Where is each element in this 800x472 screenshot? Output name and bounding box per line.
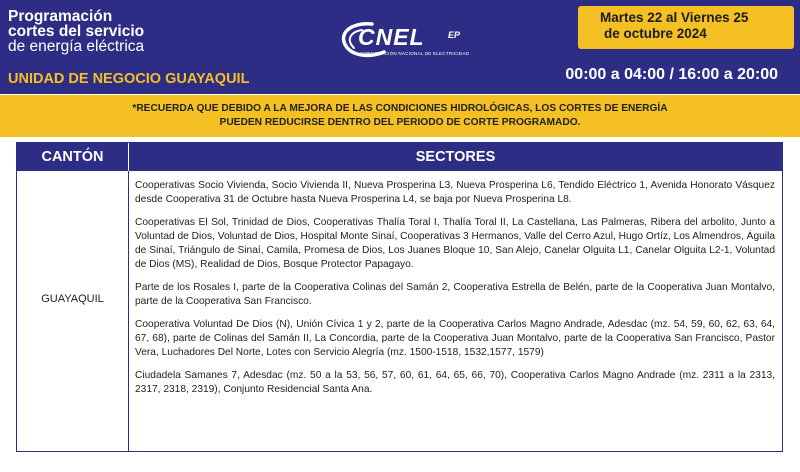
sector-paragraph: Cooperativas El Sol, Trinidad de Dios, Cooperativas Thalía Toral I, Thalía Toral II, La Castellana, Las Palmeras, Ribera del arbolito, Junto a Voluntad de Dios, Voluntad de Dios, Hospital Monte Sinaí, Cooperativas 3 Hermanos, Valle del Cerro Azul, Hugo Ortíz, Los Almendros, Águila de Sinaí, Triángulo de Sinaí, Camila, Promesa de Dios, Los Juanes Bloque 10, San Alejo, Canelar Olguita L1, Canelar Olguita L2-1, Voluntad de Dios (MS), Realidad de Dios, Bosque Protector Papagayo. <box>135 217 775 270</box>
column-divider <box>128 171 129 451</box>
date-line-2: de octubre 2024 <box>604 26 707 41</box>
logo-subtitle: CORPORACIÓN NACIONAL DE ELECTRICIDAD <box>360 51 470 56</box>
schedule-table <box>16 142 783 452</box>
canton-cell: GUAYAQUIL <box>41 293 104 305</box>
title-line-1: Programación <box>8 8 113 25</box>
cnel-logo <box>332 18 482 68</box>
logo-wordmark: CNEL <box>358 24 425 50</box>
notice-line-1: *RECUERDA QUE DEBIDO A LA MEJORA DE LAS CONDICIONES HIDROLÓGICAS, LOS CORTES DE ENERGÍA <box>132 103 668 114</box>
title-line-2: cortes del servicio <box>8 23 145 40</box>
outage-hours: 00:00 a 04:00 / 16:00 a 20:00 <box>565 66 778 83</box>
column-header-canton: CANTÓN <box>17 143 128 171</box>
page-title <box>8 9 144 54</box>
sector-paragraph: Cooperativa Voluntad De Dios (N), Unión Cívica 1 y 2, parte de la Cooperativa Carlos Magno Andrade, Adesdac (mz. 54, 59, 60, 62, 63, 64, 67, 68), parte de Colinas del Samán II, La Concordia, parte de la Cooperativa Juan Montalvo, parte de la Cooperativa San Francisco, Pastor Vera, Luchadores Del Norte, Lotes con Servicio Alegría (mz. 1500-1518, 1532,1577, 1579) <box>135 319 775 358</box>
sector-paragraph: Parte de los Rosales I, parte de la Cooperativa Colinas del Samán 2, Cooperativa Estrella de Belén, parte de la Cooperativa Juan Montalvo, parte de la Cooperativa San Francisco. <box>135 282 775 307</box>
notice-banner <box>0 95 800 137</box>
logo-suffix: EP <box>448 30 461 40</box>
sector-paragraph: Cooperativas Socio Vivienda, Socio Vivienda II, Nueva Prosperina L3, Nueva Prosperina L6, Tendido Eléctrico 1, Avenida Honorato Vásquez desde Cooperativa 31 de Octubre hasta Nueva Prosperina L4, se baja por Nueva Prosperina L8. <box>135 180 775 205</box>
header-banner <box>0 0 800 94</box>
sectores-cell <box>135 179 775 406</box>
date-range-badge <box>578 6 794 49</box>
title-line-3: de energía eléctrica <box>8 38 145 55</box>
date-line-1: Martes 22 al Viernes 25 <box>600 10 749 25</box>
business-unit-title: UNIDAD DE NEGOCIO GUAYAQUIL <box>8 71 250 87</box>
column-header-sectores: SECTORES <box>129 143 782 171</box>
notice-line-2: PUEDEN REDUCIRSE DENTRO DEL PERIODO DE CORTE PROGRAMADO. <box>219 117 581 128</box>
sector-paragraph: Ciudadela Samanes 7, Adesdac (mz. 50 a la 53, 56, 57, 60, 61, 64, 65, 66, 70), Cooperativa Carlos Magno Andrade (mz. 2311 a la 2313, 2317, 2318, 2319), Conjunto Residencial Santa Ana. <box>135 370 775 395</box>
